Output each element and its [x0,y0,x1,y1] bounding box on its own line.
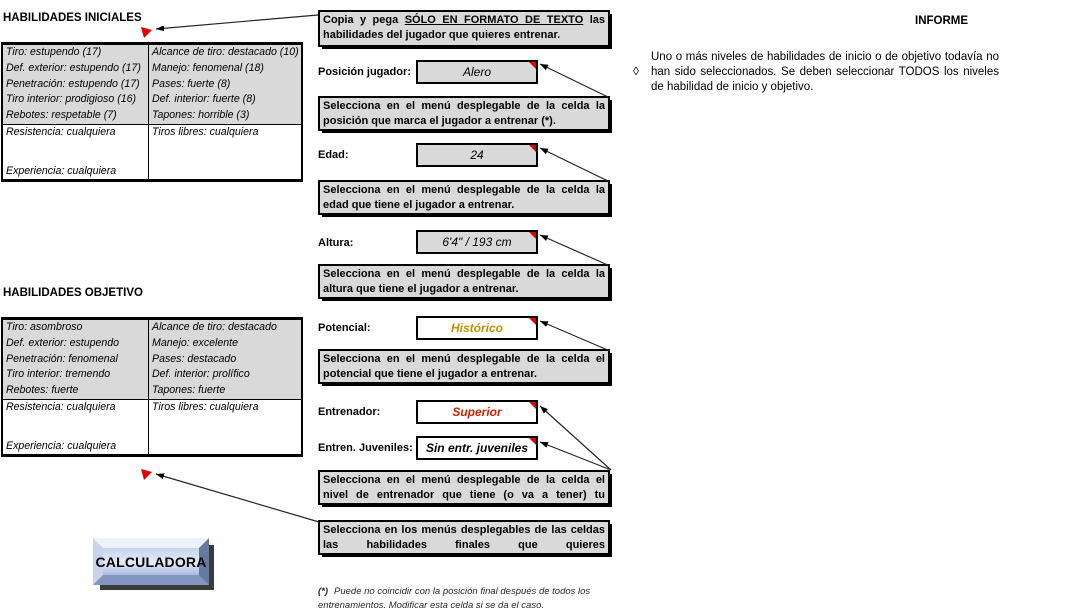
red-flag-icon [141,469,152,480]
age-help-box: Selecciona en el menú desplegable de la celda la edad que tiene el jugador a entrenar. [318,180,610,215]
calculator-button[interactable] [93,538,209,585]
age-cell[interactable] [416,143,538,167]
callout-line [540,235,610,266]
callout-line [156,474,319,522]
skill-dropdown-cell[interactable]: Resistencia: cualquiera [6,400,116,413]
diamond-bullet-icon: ◊ [633,64,639,78]
skill-dropdown-cell[interactable]: Experiencia: cualquiera [6,439,117,452]
skill-dropdown-cell[interactable]: Def. interior: prolífico [152,368,250,381]
skill-cell: Rebotes: respetable (7) [3,108,149,124]
height-label: Altura: [318,237,354,249]
paste-instruction-box [318,10,610,47]
initial-skills-white-section [3,125,301,179]
comment-indicator-icon [529,402,536,409]
trainer-help-box: Selecciona en el menú desplegable de la celda el nivel de entrenador que tiene (o va a tener) tu [318,470,610,505]
skill-dropdown-cell[interactable]: Tiros libres: cualquiera [152,400,259,413]
target-skills-white-section [3,400,301,454]
trainer-label: Entrenador: [318,406,381,418]
skill-dropdown-cell[interactable]: Alcance de tiro: destacado [152,321,277,333]
skill-cell: Def. exterior: estupendo (17) [3,61,149,77]
skill-dropdown-cell[interactable]: Tiro interior: tremendo [3,367,149,383]
height-value: 6'4" / 193 cm [442,235,512,249]
skill-cell: Tiro interior: prodigioso (16) [3,92,149,108]
initial-skills-table [1,42,303,182]
instruction-text: Copia y pega [323,14,405,26]
player-position-cell[interactable] [416,60,538,84]
comment-indicator-icon [529,145,536,152]
calculator-button-label: CALCULADORA [95,553,207,570]
callout-line [156,15,318,29]
callout-line [540,321,610,351]
age-value: 24 [470,148,484,162]
skill-cell: Alcance de tiro: destacado (10) [152,46,299,58]
comment-indicator-icon [529,318,536,325]
callout-line [540,64,610,98]
youth-trainer-cell[interactable] [416,436,538,460]
comment-indicator-icon [529,62,536,69]
callout-line [540,148,610,182]
age-label: Edad: [318,149,349,161]
skill-dropdown-cell[interactable]: Tiro: asombroso [3,320,149,336]
callout-line [540,406,611,470]
potential-label: Potencial: [318,322,371,334]
youth-trainer-label: Entren. Juveniles: [318,442,413,454]
skill-dropdown-cell[interactable]: Def. exterior: estupendo [3,336,149,352]
instruction-text: las habilidades del jugador que quieres entrenar. [323,14,605,42]
report-message: Uno o más niveles de habilidades de inicio o de objetivo todavía no han sido seleccionados. Se deben seleccionar TODOS los niveles de habilidad de inicio y objetivo. [651,51,999,93]
skill-cell: Def. interior: fuerte (8) [152,93,256,106]
footnote-marker: (*) [318,586,329,597]
initial-skills-title: HABILIDADES INICIALES [3,12,142,24]
skill-dropdown-cell[interactable]: Tapones: fuerte [152,384,226,397]
skill-cell: Tapones: horrible (3) [152,109,250,122]
player-position-label: Posición jugador: [318,66,411,78]
position-help-box: Selecciona en el menú desplegable de la celda la posición que marca el jugador a entrenar (*). [318,96,610,131]
skill-cell: Experiencia: cualquiera [6,164,117,177]
skill-cell: Manejo: fenomenal (18) [152,61,264,74]
youth-trainer-value: Sin entr. juveniles [425,441,529,455]
callout-line [540,442,611,470]
skill-cell: Tiro: estupendo (17) [3,45,149,61]
position-footnote [318,585,620,613]
initial-skills-gray-section [3,45,301,125]
report-title: INFORME [915,15,969,27]
trainer-value: Superior [452,405,502,419]
skill-cell: Tiros libres: cualquiera [152,125,259,138]
target-skills-gray-section [3,320,301,400]
comment-indicator-icon [529,438,536,445]
potential-help-box: Selecciona en el menú desplegable de la celda el potencial que tiene el jugador a entrenar. [318,349,610,384]
skill-cell: Resistencia: cualquiera [6,125,116,138]
skill-dropdown-cell[interactable]: Manejo: excelente [152,336,238,349]
trainer-cell[interactable] [416,400,538,424]
skill-cell: Pases: fuerte (8) [152,77,231,90]
target-skills-help-box: Selecciona en los menús desplegables de las celdas las habilidades finales que quieres [318,520,610,555]
skill-cell: Penetración: estupendo (17) [3,77,149,93]
height-cell[interactable] [416,230,538,254]
target-skills-table [1,317,303,457]
potential-value: Histórico [450,321,503,335]
target-skills-title: HABILIDADES OBJETIVO [3,287,143,299]
skill-dropdown-cell[interactable]: Pases: destacado [152,352,237,365]
height-help-box: Selecciona en el menú desplegable de la celda la altura que tiene el jugador a entrenar. [318,264,610,299]
footnote-text: Puede no coincidir con la posición final después de todos los entrenamientos. Modificar esta celda si se da el caso. [318,586,591,611]
skill-dropdown-cell[interactable]: Rebotes: fuerte [3,383,149,399]
instruction-text-underlined: SÓLO EN FORMATO DE TEXTO [404,14,584,26]
comment-indicator-icon [529,232,536,239]
player-position-value: Alero [462,65,491,79]
red-flag-icon [141,27,152,38]
skill-dropdown-cell[interactable]: Penetración: fenomenal [3,352,149,368]
potential-cell[interactable] [416,316,538,340]
